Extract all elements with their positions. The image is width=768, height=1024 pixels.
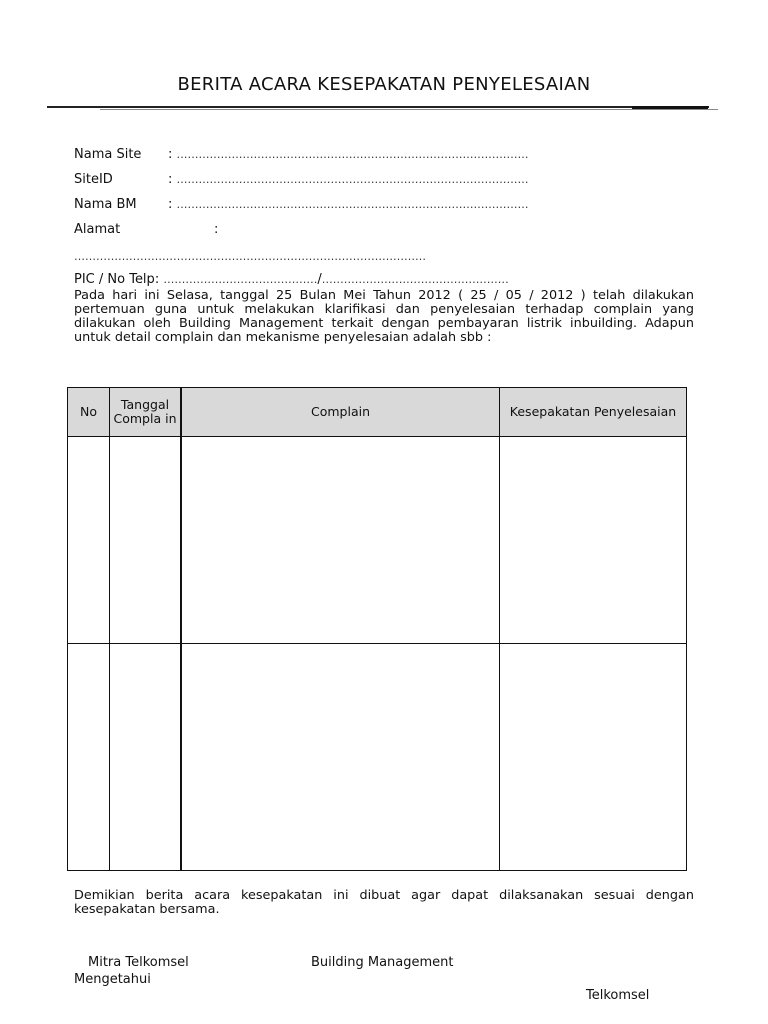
header-complain: Complain — [181, 388, 500, 437]
field-dots: …………………………………………………………………………………… — [176, 198, 529, 211]
cell-no[interactable] — [68, 644, 110, 871]
cell-no[interactable] — [68, 437, 110, 644]
field-dots: …………………………………………………………………………………… — [176, 173, 529, 186]
signature-building-management: Building Management — [311, 955, 454, 970]
signature-mitra: Mitra Telkomsel — [88, 955, 189, 970]
field-pic — [74, 272, 509, 288]
header-kesepakatan: Kesepakatan Penyelesaian — [500, 388, 687, 437]
cell-tanggal[interactable] — [110, 437, 182, 644]
complain-table — [67, 387, 687, 871]
field-label: SiteID — [74, 172, 113, 187]
table-row — [68, 437, 687, 644]
field-site-id-value — [168, 172, 529, 188]
field-alamat-separator: : — [214, 222, 219, 237]
field-dots: …………………………………………………………………………………… — [176, 148, 529, 161]
signature-telkomsel: Telkomsel — [586, 988, 650, 1003]
field-alamat-dots: …………………………………………………………………………………… — [74, 250, 426, 263]
field-slash: / — [317, 272, 322, 287]
field-nama-bm — [74, 197, 137, 213]
field-nama-site — [74, 147, 141, 163]
field-label: Nama BM — [74, 197, 137, 212]
cell-kesepakatan[interactable] — [500, 644, 687, 871]
title-underline-thin — [100, 109, 718, 110]
field-nama-site-value — [168, 147, 529, 163]
cell-kesepakatan[interactable] — [500, 437, 687, 644]
closing-paragraph: Demikian berita acara kesepakatan ini dibuat agar dapat dilaksanakan sesuai dengan kesepakatan bersama. — [74, 888, 694, 917]
title-underline — [47, 106, 709, 108]
intro-paragraph: Pada hari ini Selasa, tanggal 25 Bulan Mei Tahun 2012 ( 25 / 05 / 2012 ) telah dilakukan pertemuan guna untuk melakukan klarifikasi dan penyelesaian terhadap complain yang dilakukan oleh Building Management terkait dengan pembayaran listrik inbuilding. Adapun untuk detail complain dan mekanisme penyelesaian adalah sbb : — [74, 288, 694, 345]
field-separator: : — [168, 147, 173, 162]
field-separator: : — [168, 197, 173, 212]
field-separator: : — [168, 172, 173, 187]
field-site-id — [74, 172, 113, 188]
field-label: PIC / No Telp — [74, 272, 155, 287]
field-nama-bm-value — [168, 197, 529, 213]
table-header-row — [68, 388, 687, 437]
field-label: Nama Site — [74, 147, 142, 162]
cell-tanggal[interactable] — [110, 644, 182, 871]
header-tanggal-complain: Tanggal Compla in — [110, 388, 182, 437]
signature-mengetahui: Mengetahui — [74, 972, 151, 987]
field-separator: : — [154, 272, 160, 287]
cell-complain[interactable] — [181, 644, 500, 871]
header-no: No — [68, 388, 110, 437]
document-title: BERITA ACARA KESEPAKATAN PENYELESAIAN — [177, 74, 591, 95]
cell-complain[interactable] — [181, 437, 500, 644]
field-dots-name: …………………………………………… — [321, 273, 509, 286]
table-row — [68, 644, 687, 871]
field-dots-phone: …………………………………… — [163, 273, 318, 286]
field-alamat — [74, 222, 120, 238]
field-label: Alamat — [74, 222, 121, 237]
